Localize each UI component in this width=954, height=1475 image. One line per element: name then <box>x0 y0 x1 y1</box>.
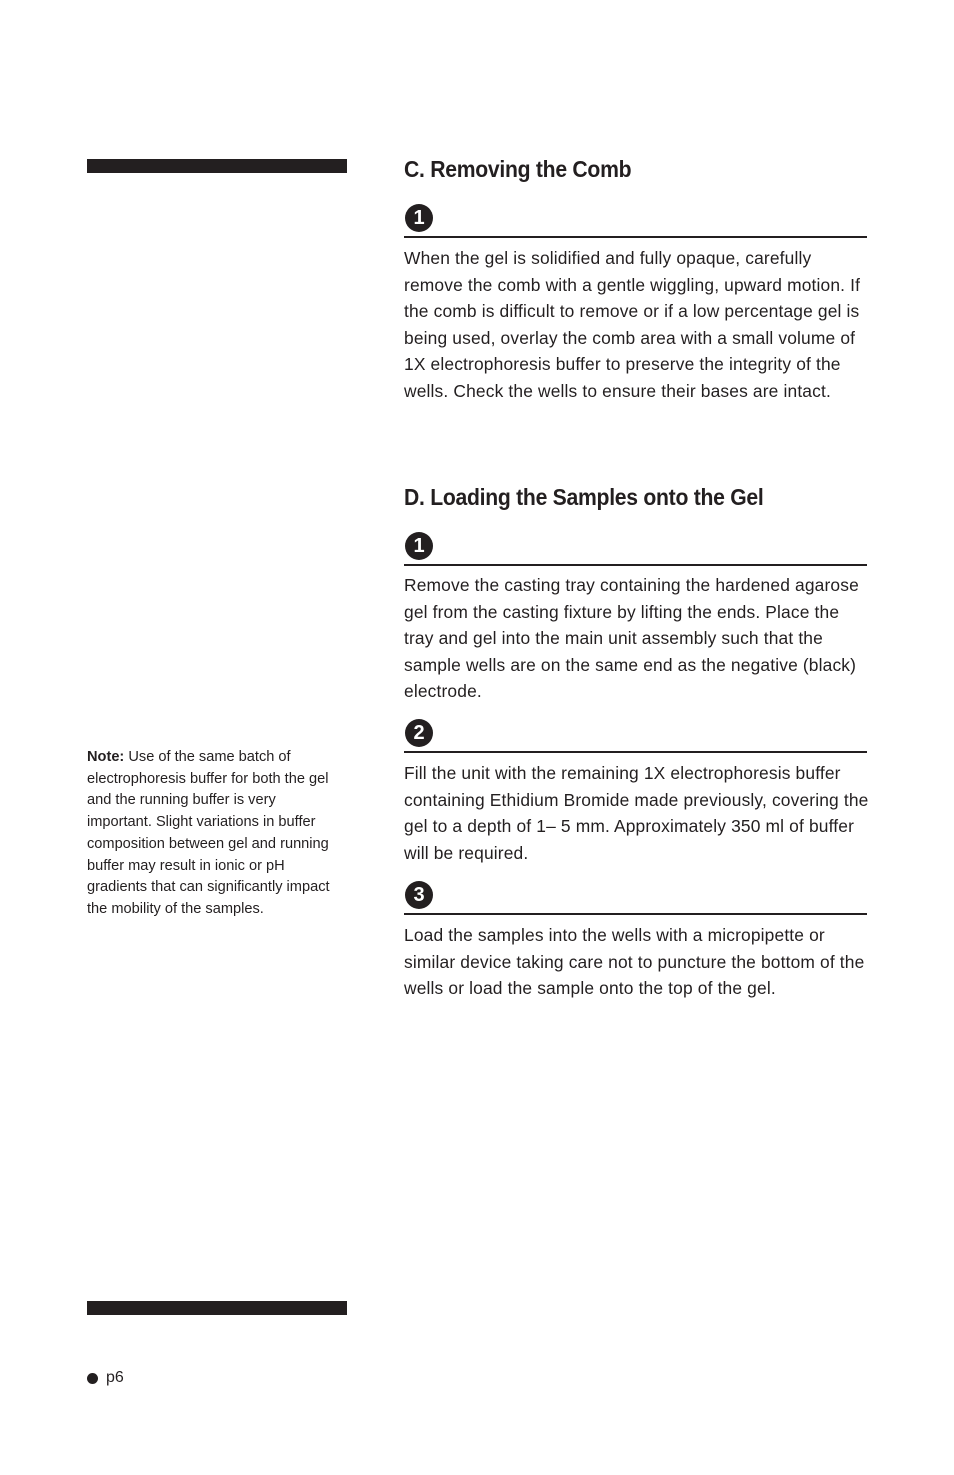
step-header <box>404 877 867 915</box>
step-number-icon: 1 <box>405 532 433 560</box>
step-header <box>404 528 867 566</box>
step-number-icon: 3 <box>405 881 433 909</box>
bullet-icon <box>87 1373 98 1384</box>
step-text: Fill the unit with the remaining 1X electrophoresis buffer containing Ethidium Bromide made previously, covering the gel to a depth of 1– 5 mm. Approximately 350 ml of buffer will be required. <box>404 763 869 863</box>
page-footer <box>87 1366 124 1390</box>
section-d-heading: D. Loading the Samples onto the Gel <box>404 484 764 510</box>
bottom-divider-bar <box>87 1301 347 1315</box>
step-number-icon: 2 <box>405 719 433 747</box>
step-number-icon: 1 <box>405 204 433 232</box>
step-header <box>404 200 867 238</box>
section-c-heading: C. Removing the Comb <box>404 156 632 182</box>
step-header <box>404 715 867 753</box>
note-label: Note: <box>87 749 125 765</box>
top-divider-bar <box>87 159 347 173</box>
step-text: When the gel is solidified and fully opaque, carefully remove the comb with a gentle wiggling, upward motion. If the comb is difficult to remove or if a low percentage gel is being used, overlay the comb area with a small volume of 1X electrophoresis buffer to preserve the integrity of the wells. Check the wells to ensure their bases are intact. <box>404 248 861 401</box>
page-number: p6 <box>106 1369 124 1386</box>
step-text: Remove the casting tray containing the hardened agarose gel from the casting fixture by lifting the ends. Place the tray and gel into the main unit assembly such that the sample wells are on the same end as the negative (black) electrode. <box>404 575 859 701</box>
step-text: Load the samples into the wells with a micropipette or similar device taking care not to puncture the bottom of the wells or load the sample onto the top of the gel. <box>404 925 865 998</box>
note-text: Use of the same batch of electrophoresis buffer for both the gel and the running buffer is very important. Slight variations in buffer composition between gel and running buffer may result in ionic or pH gradients that can significantly impact the mobility of the samples. <box>87 749 330 917</box>
sidebar-note <box>87 747 339 921</box>
